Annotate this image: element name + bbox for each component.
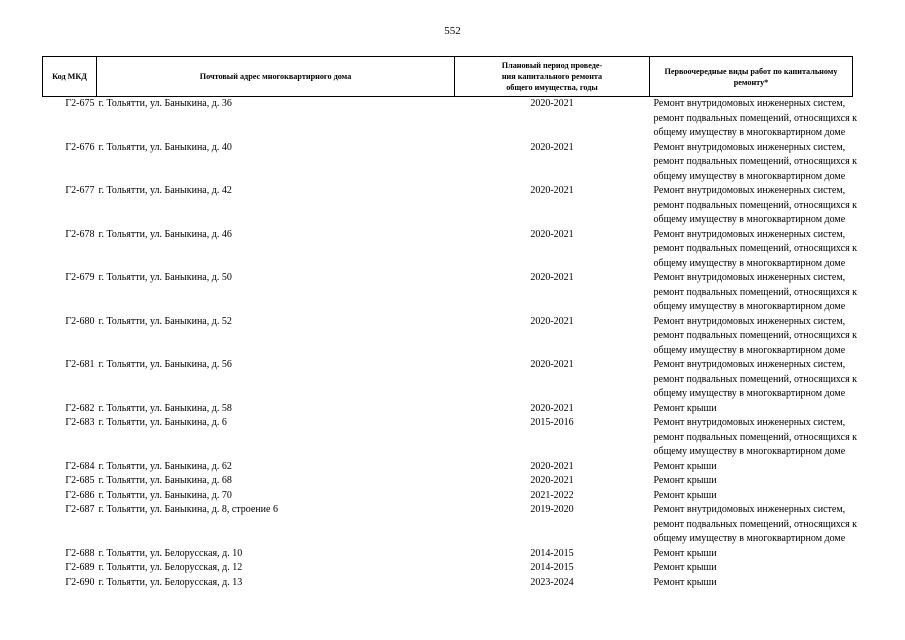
planned-period: 2020-2021	[530, 475, 574, 486]
mkd-code: Г2-688	[65, 547, 95, 559]
works-line: общему имуществу в многоквартирном доме	[653, 344, 846, 356]
mkd-code: Г2-683	[65, 417, 95, 428]
table-header	[43, 57, 853, 97]
works-line: Ремонт внутридомовых инженерных систем,	[653, 228, 846, 240]
priority-works	[650, 489, 853, 504]
header-works-line: Первоочередные виды работ по капитальному	[664, 66, 838, 76]
table-body	[43, 97, 858, 591]
priority-works	[650, 358, 858, 402]
works-line: ремонт подвальных помещений, относящихся к	[653, 199, 858, 211]
postal-address: г. Тольятти, ул. Баныкина, д. 6	[98, 417, 227, 428]
works-line: Ремонт крыши	[653, 576, 717, 588]
table-row	[43, 460, 853, 475]
works-line: ремонт подвальных помещений, относящихся к	[653, 112, 858, 124]
works-line: общему имуществу в многоквартирном доме	[653, 257, 846, 269]
header-period-line: ния капитального ремонта	[501, 72, 603, 81]
works-line: Ремонт крыши	[653, 489, 717, 501]
mkd-code: Г2-679	[65, 272, 95, 283]
planned-period: 2021-2022	[530, 489, 574, 501]
works-line: Ремонт внутридомовых инженерных систем,	[653, 315, 846, 327]
table-row	[43, 416, 853, 460]
mkd-code: Г2-681	[65, 359, 95, 370]
mkd-code: Г2-680	[65, 315, 95, 327]
header-period-line: общего имущества, годы	[506, 83, 598, 92]
postal-address: г. Тольятти, ул. Баныкина, д. 50	[98, 272, 232, 283]
priority-works	[650, 271, 858, 315]
mkd-code: Г2-686	[65, 489, 95, 501]
table-row	[43, 271, 853, 315]
planned-period: 2014-2015	[530, 562, 574, 573]
priority-works	[650, 561, 853, 576]
postal-address: г. Тольятти, ул. Баныкина, д. 42	[98, 185, 232, 196]
planned-period: 2014-2015	[530, 547, 574, 559]
planned-period: 2019-2020	[530, 504, 574, 515]
mkd-code: Г2-690	[65, 576, 95, 588]
mkd-code: Г2-687	[65, 504, 95, 515]
planned-period: 2020-2021	[530, 141, 574, 153]
postal-address: г. Тольятти, ул. Баныкина, д. 52	[98, 315, 232, 327]
priority-works	[650, 97, 858, 141]
mkd-code: Г2-678	[65, 228, 95, 240]
works-line: ремонт подвальных помещений, относящихся к	[653, 373, 858, 385]
table-row	[43, 489, 853, 504]
works-line: ремонт подвальных помещений, относящихся к	[653, 431, 858, 443]
planned-period: 2020-2021	[530, 460, 574, 472]
table-row	[43, 97, 853, 141]
priority-works	[650, 474, 853, 489]
mkd-code: Г2-682	[65, 402, 95, 414]
table-row	[43, 561, 853, 576]
works-line: общему имуществу в многоквартирном доме	[653, 446, 846, 457]
planned-period: 2020-2021	[530, 272, 574, 283]
works-line: Ремонт внутридомовых инженерных систем,	[653, 141, 846, 153]
works-line: ремонт подвальных помещений, относящихся к	[653, 243, 858, 254]
works-line: общему имуществу в многоквартирном доме	[653, 388, 846, 399]
postal-address: г. Тольятти, ул. Баныкина, д. 40	[98, 141, 232, 153]
works-line: Ремонт крыши	[653, 547, 717, 559]
priority-works	[650, 315, 858, 359]
postal-address: г. Тольятти, ул. Белорусская, д. 13	[98, 576, 243, 588]
works-line: общему имуществу в многоквартирном доме	[653, 127, 846, 138]
postal-address: г. Тольятти, ул. Баныкина, д. 68	[98, 475, 232, 486]
header-period	[455, 57, 650, 97]
works-line: общему имуществу в многоквартирном доме	[653, 301, 846, 312]
postal-address: г. Тольятти, ул. Баныкина, д. 70	[98, 489, 232, 501]
table-row	[43, 141, 853, 185]
table-row	[43, 358, 853, 402]
priority-works	[650, 416, 858, 460]
postal-address: г. Тольятти, ул. Баныкина, д. 8, строение 6	[98, 504, 278, 515]
table-row	[43, 228, 853, 272]
table-row	[43, 402, 853, 417]
works-line: ремонт подвальных помещений, относящихся к	[653, 156, 858, 167]
page-number: 552	[444, 25, 461, 37]
table-row	[43, 315, 853, 359]
works-line: ремонт подвальных помещений, относящихся к	[653, 518, 858, 530]
postal-address: г. Тольятти, ул. Баныкина, д. 36	[98, 98, 232, 109]
planned-period: 2020-2021	[530, 185, 574, 196]
header-period-line: Плановый период проведе-	[501, 61, 603, 70]
works-line: общему имуществу в многоквартирном доме	[653, 170, 846, 182]
table-row	[43, 576, 853, 591]
mkd-code: Г2-675	[65, 98, 95, 109]
postal-address: г. Тольятти, ул. Белорусская, д. 12	[98, 562, 243, 573]
works-line: Ремонт внутридомовых инженерных систем,	[653, 504, 846, 515]
planned-period: 2020-2021	[530, 315, 574, 327]
works-line: Ремонт крыши	[653, 475, 717, 486]
planned-period: 2020-2021	[530, 228, 574, 240]
mkd-code: Г2-689	[65, 562, 95, 573]
priority-works	[650, 402, 853, 417]
works-line: Ремонт внутридомовых инженерных систем,	[653, 98, 846, 109]
works-line: общему имуществу в многоквартирном доме	[653, 533, 846, 544]
postal-address: г. Тольятти, ул. Баныкина, д. 56	[98, 359, 232, 370]
capital-repair-table	[42, 56, 858, 590]
works-line: Ремонт внутридомовых инженерных систем,	[653, 185, 846, 196]
mkd-code: Г2-685	[65, 475, 95, 486]
priority-works	[650, 547, 853, 562]
works-line: Ремонт внутридомовых инженерных систем,	[653, 272, 846, 283]
planned-period: 2020-2021	[530, 98, 574, 109]
header-works	[650, 57, 853, 97]
mkd-code: Г2-684	[65, 460, 95, 472]
header-address: Почтовый адрес многоквартирного дома	[97, 57, 455, 97]
header-works-line: ремонту*	[733, 77, 769, 87]
priority-works	[650, 576, 853, 591]
planned-period: 2020-2021	[530, 359, 574, 370]
works-line: ремонт подвальных помещений, относящихся к	[653, 286, 858, 298]
header-code: Код МКД	[43, 57, 97, 97]
planned-period: 2015-2016	[530, 417, 574, 428]
works-line: общему имуществу в многоквартирном доме	[653, 214, 846, 225]
postal-address: г. Тольятти, ул. Баныкина, д. 46	[98, 228, 232, 240]
mkd-code: Г2-676	[65, 141, 95, 153]
works-line: Ремонт крыши	[653, 562, 717, 573]
priority-works	[650, 141, 858, 185]
mkd-code: Г2-677	[65, 185, 95, 196]
works-line: Ремонт крыши	[653, 460, 717, 472]
priority-works	[650, 503, 858, 547]
table-row	[43, 184, 853, 228]
table-row	[43, 547, 853, 562]
priority-works	[650, 184, 858, 228]
priority-works	[650, 228, 858, 272]
priority-works	[650, 460, 853, 475]
table-row	[43, 503, 853, 547]
works-line: ремонт подвальных помещений, относящихся к	[653, 330, 858, 341]
works-line: Ремонт внутридомовых инженерных систем,	[653, 417, 846, 428]
planned-period: 2023-2024	[530, 576, 574, 588]
works-line: Ремонт крыши	[653, 402, 717, 414]
postal-address: г. Тольятти, ул. Баныкина, д. 58	[98, 402, 232, 414]
postal-address: г. Тольятти, ул. Белорусская, д. 10	[98, 547, 243, 559]
postal-address: г. Тольятти, ул. Баныкина, д. 62	[98, 460, 232, 472]
works-line: Ремонт внутридомовых инженерных систем,	[653, 359, 846, 370]
planned-period: 2020-2021	[530, 402, 574, 414]
table-row	[43, 474, 853, 489]
